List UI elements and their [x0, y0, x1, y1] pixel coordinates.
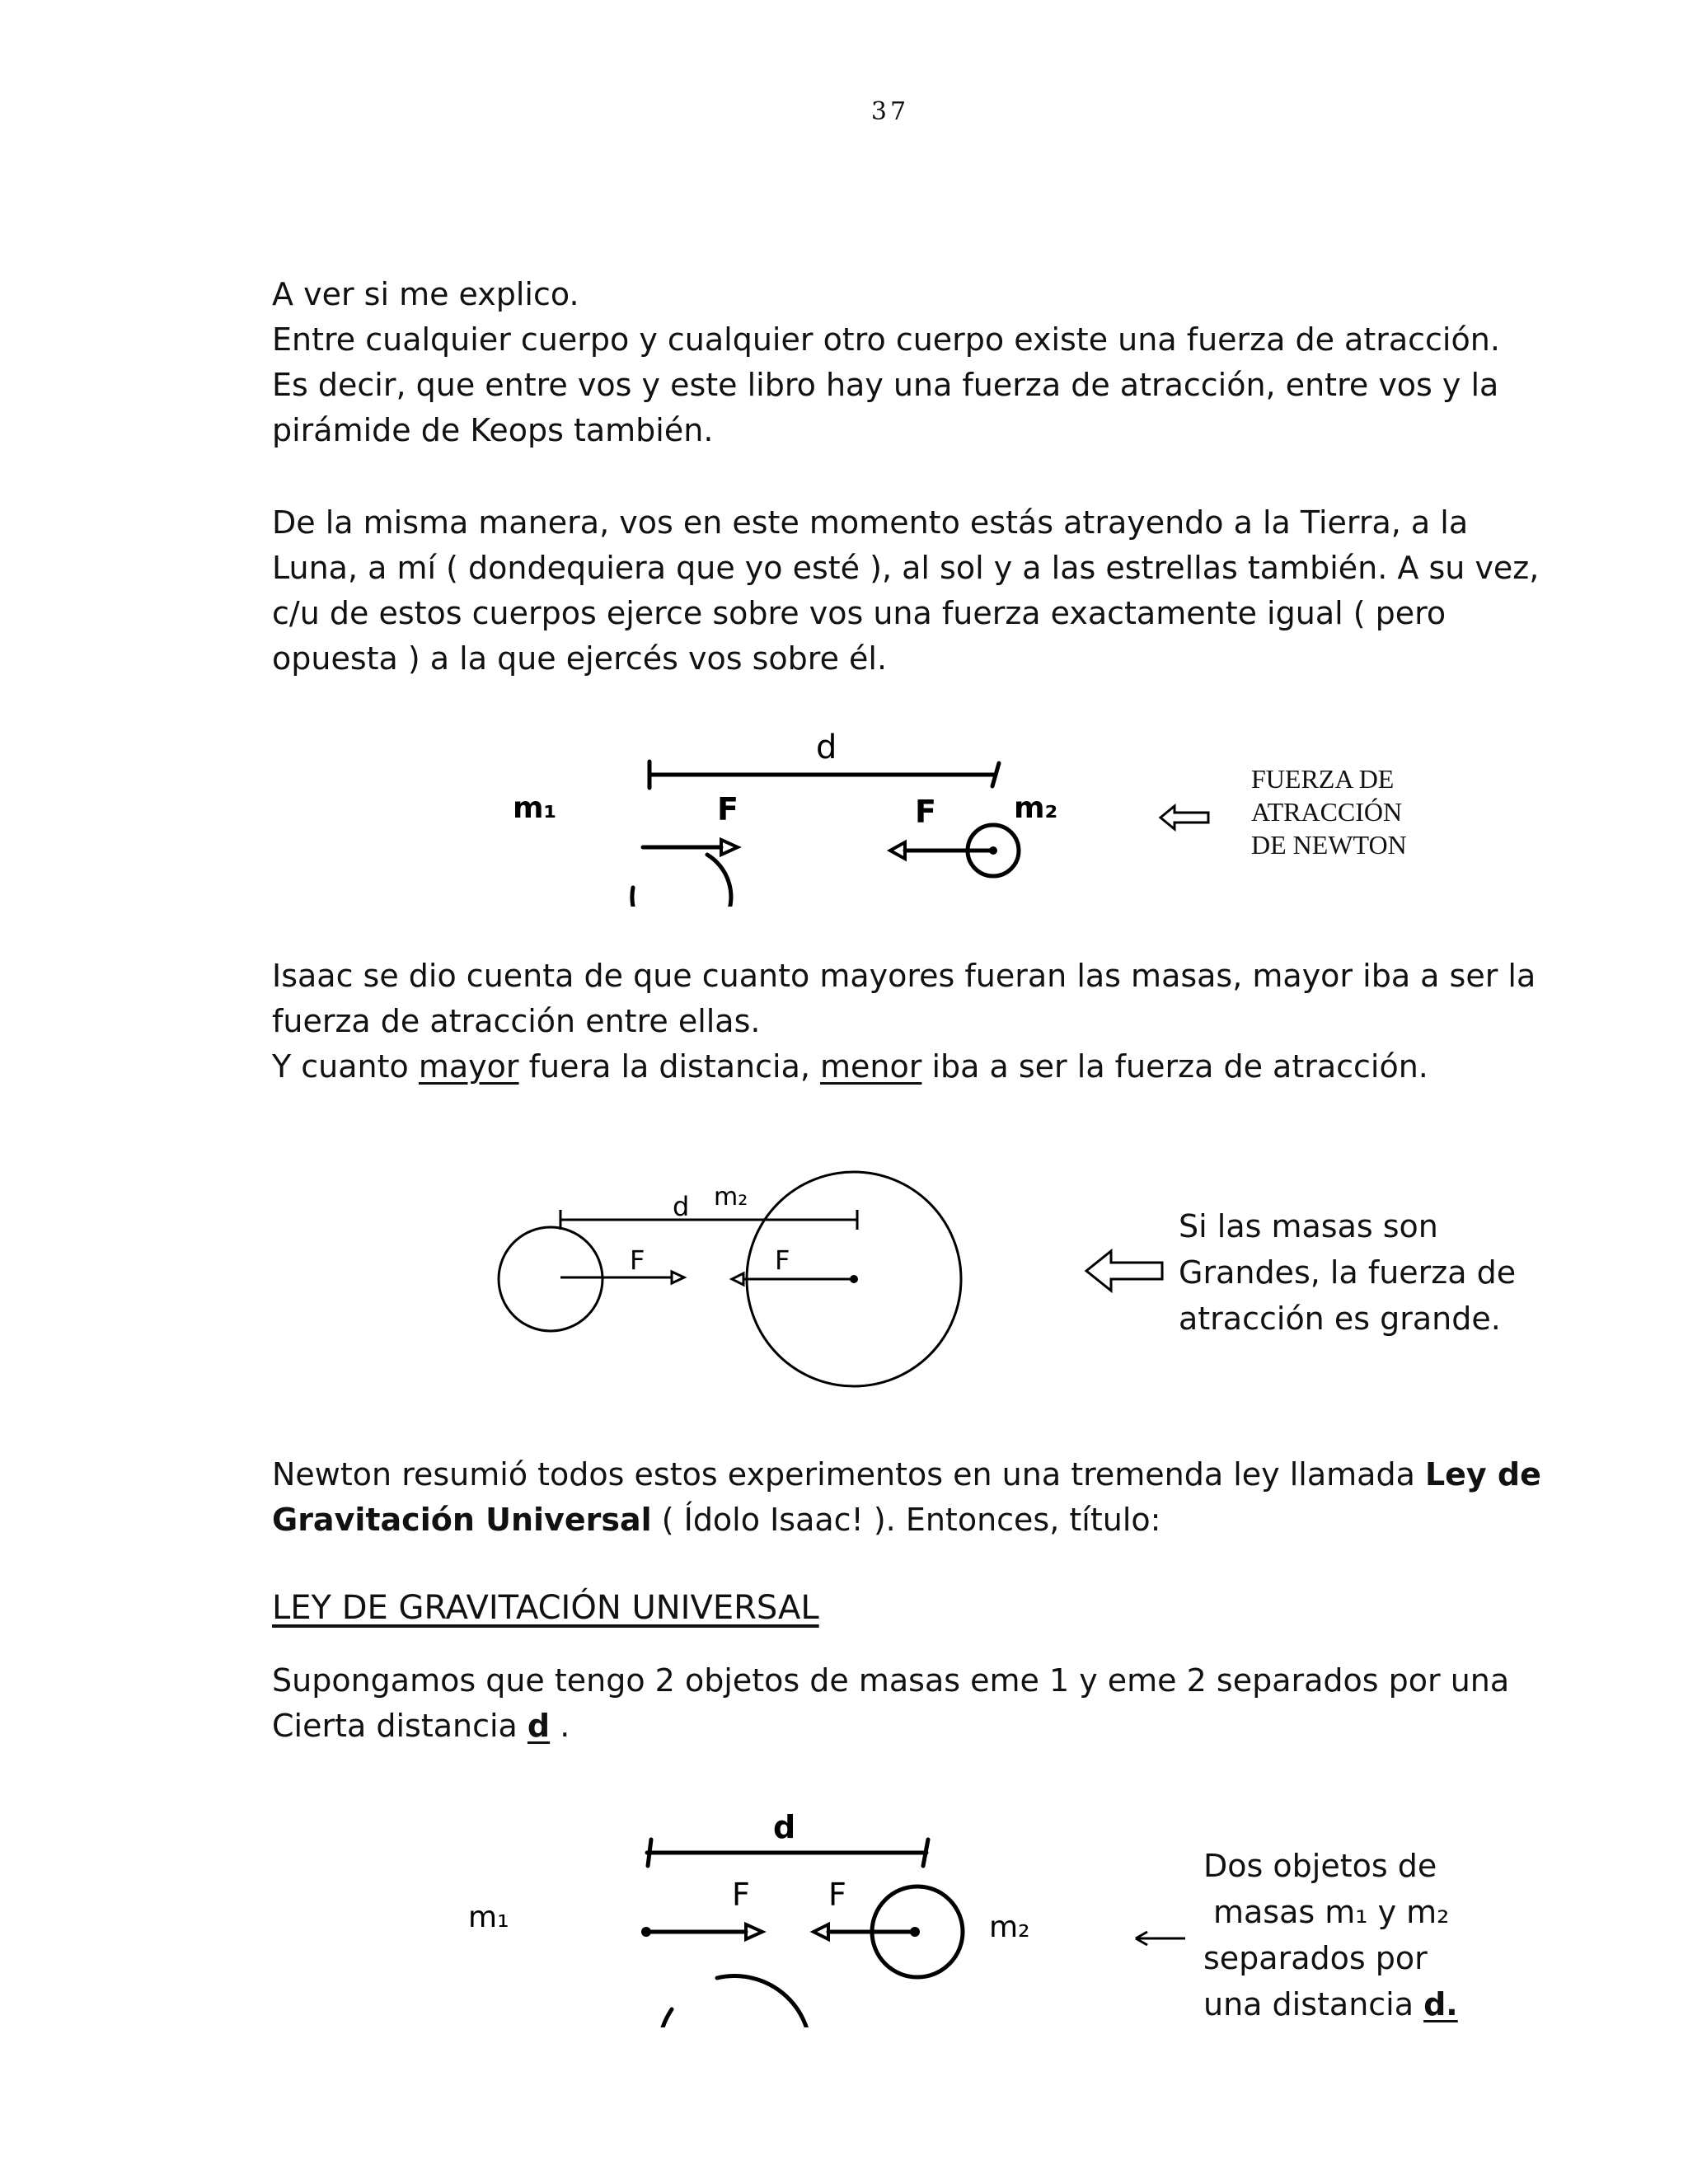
mass-1-circle — [659, 1976, 810, 2027]
caption-line: atracción es grande. — [1179, 1301, 1501, 1337]
force-2-label: F — [775, 1244, 790, 1276]
intro-line-1: A ver si me explico. — [272, 276, 579, 312]
mass-1-circle — [499, 1227, 603, 1331]
diagram-newton-force — [0, 725, 1688, 907]
text-segment: Newton resumió todos estos experimentos en una tremenda ley llamada — [272, 1456, 1425, 1493]
distance-tick-left — [648, 1840, 651, 1866]
paragraph-mass-distance — [272, 954, 1541, 1090]
paragraph-2-text: De la misma manera, vos en este momento estás atrayendo a la Tierra, a la Luna, a mí ( dondequiera que yo esté ), al sol y a las estrellas también. A su vez, c/u de estos cuerpos ejerce sobre vos una fuerza exactamente igual ( pero opuesta ) a la que ejercés vos sobre él. — [272, 504, 1540, 677]
arrow-left-icon — [1160, 806, 1208, 829]
caption-line: DE NEWTON — [1251, 830, 1407, 860]
text-segment: fuera la distancia, — [518, 1048, 821, 1085]
mass-1-label: m₁ — [513, 791, 557, 825]
distance-symbol: d — [527, 1708, 551, 1744]
caption-line: Si las masas son — [1179, 1208, 1438, 1244]
text-segment: ( Ídolo Isaac! ). Entonces, título: — [651, 1502, 1161, 1538]
text-segment: . — [550, 1708, 570, 1744]
caption-line — [1203, 1981, 1458, 2027]
distance-symbol: d. — [1423, 1986, 1458, 2022]
intro-line-2: Entre cualquier cuerpo y cualquier otro cuerpo existe una fuerza de atracción. — [272, 321, 1500, 358]
distance-label: d — [816, 729, 837, 766]
caption-line: Grandes, la fuerza de — [1179, 1254, 1517, 1291]
paragraph-mutual-attraction — [272, 500, 1541, 682]
diagram-1-caption — [1251, 762, 1407, 861]
force-1-label: F — [732, 1877, 750, 1913]
mass-2-center — [989, 846, 997, 855]
paragraph-5-text — [272, 1658, 1541, 1749]
force-2-arrowhead — [732, 1273, 743, 1285]
arrow-left-icon — [1086, 1251, 1162, 1291]
force-2-arrowhead — [890, 842, 905, 859]
paragraph-newton-law — [272, 1452, 1541, 1543]
force-1-arrowhead — [746, 1924, 762, 1939]
mass-2-label: m₂ — [1014, 791, 1058, 825]
page-number: 37 — [870, 97, 910, 126]
caption-line: FUERZA DE — [1251, 764, 1395, 794]
force-1-label: F — [717, 791, 738, 827]
force-2-label: F — [915, 794, 936, 830]
intro-paragraph — [272, 272, 1541, 453]
paragraph-two-objects — [272, 1658, 1541, 1749]
arrow-left-icon — [1136, 1932, 1185, 1945]
force-1-arrowhead — [721, 840, 738, 855]
mass-2-center — [850, 1275, 858, 1283]
paragraph-3-line-1: Isaac se dio cuenta de que cuanto mayores fueran las masas, mayor iba a ser la fuerza de atracción entre ellas. — [272, 958, 1536, 1039]
section-heading: LEY DE GRAVITACIÓN UNIVERSAL — [272, 1589, 819, 1627]
diagram-2-caption — [1179, 1203, 1516, 1342]
underlined-mayor: mayor — [418, 1048, 519, 1085]
diagram-1-svg — [0, 725, 1688, 907]
intro-line-3: Es decir, que entre vos y este libro hay una fuerza de atracción, entre vos y la pirámide de Keops también. — [272, 367, 1499, 448]
text-segment: una distancia — [1203, 1986, 1424, 2022]
mass-2-label: m₂ — [714, 1183, 748, 1212]
paragraph-4-text — [272, 1452, 1541, 1543]
mass-1-center — [641, 1927, 651, 1937]
caption-line: Dos objetos de — [1203, 1848, 1437, 1884]
law-name: Ley de Gravitación Universal — [272, 1456, 1541, 1538]
text-segment: iba a ser la fuerza de atracción. — [921, 1048, 1428, 1085]
paragraph-3-line-2 — [272, 1044, 1541, 1090]
force-1-arrowhead — [672, 1272, 684, 1283]
distance-label: d — [673, 1191, 690, 1222]
underlined-menor: menor — [820, 1048, 922, 1085]
caption-line: separados por — [1203, 1940, 1428, 1976]
force-2-arrowhead — [814, 1924, 828, 1939]
force-2-label: F — [828, 1877, 846, 1913]
caption-line: ATRACCIÓN — [1251, 797, 1403, 827]
diagram-3-caption — [1203, 1843, 1458, 2027]
caption-line: masas m₁ y m₂ — [1213, 1894, 1450, 1930]
distance-label: d — [773, 1813, 796, 1845]
mass-1-circle — [632, 855, 731, 907]
force-1-label: F — [630, 1244, 645, 1276]
distance-tick-right — [923, 1840, 928, 1866]
text-segment: Supongamos que tengo 2 objetos de masas eme 1 y eme 2 separados por una Cierta distancia — [272, 1662, 1510, 1744]
mass-2-center — [910, 1927, 920, 1937]
mass-2-label: m₂ — [989, 1910, 1030, 1944]
text-segment: Y cuanto — [272, 1048, 419, 1085]
mass-1-label: m₁ — [468, 1900, 509, 1934]
